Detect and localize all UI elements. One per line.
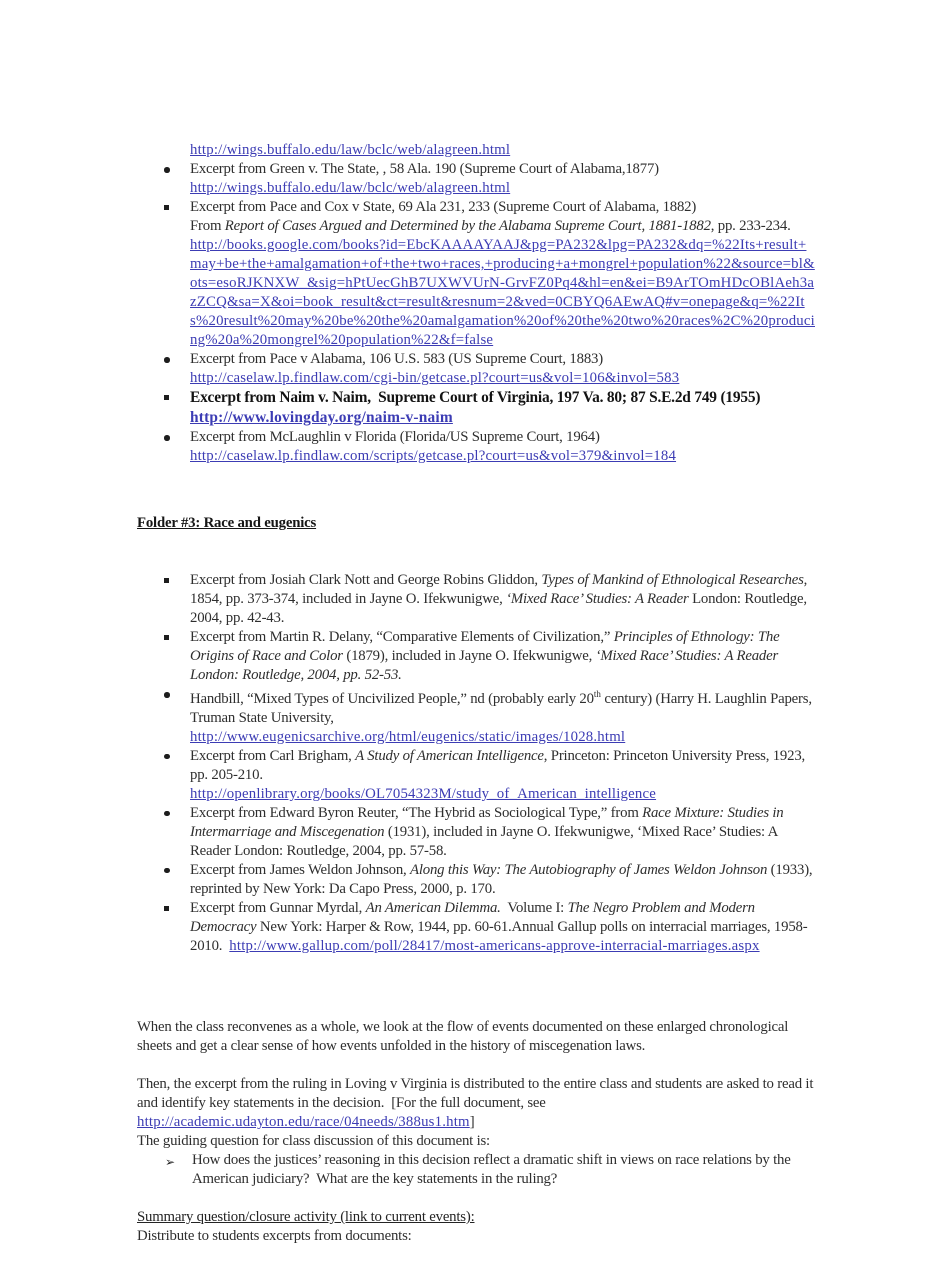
text-run: Excerpt from Edward Byron Reuter, “The Hybrid as Sociological Type,” from	[190, 804, 643, 821]
text-run: When the class reconvenes as a whole, we look at the flow of events documented on these enlarged chronological sheets and get a clear sense of how events unfolded in the history of miscegenation laws.	[137, 1018, 792, 1054]
text-run: Distribute to students excerpts from documents:	[137, 1227, 412, 1244]
list-item	[137, 571, 817, 628]
text-run: century) (Harry H. Laughlin Papers, Truman State University,	[190, 690, 816, 726]
list-item-text	[190, 685, 817, 747]
bullet-disc-icon	[164, 160, 190, 198]
list-item-text	[190, 571, 817, 628]
list-item	[137, 747, 817, 804]
text-run: Excerpt from Green v. The State, , 58 Ala. 190 (Supreme Court of Alabama,1877)	[190, 161, 659, 177]
text-run: Handbill, “Mixed Types of Uncivilized People,” nd (probably early 20	[190, 690, 594, 707]
paragraph	[137, 1208, 817, 1227]
text-run: ‘Mixed Race’ Studies: A Reader	[506, 591, 689, 607]
text-run: From	[190, 218, 225, 234]
list-item-text	[190, 899, 817, 956]
list-item-text	[190, 160, 817, 198]
text-run: (1931), included in Jayne O. Ifekwunigwe, ‘Mixed Race’ Studies: A Reader London: Routledge, 2004, pp. 57-58.	[190, 823, 781, 859]
bullet-square-icon	[164, 571, 190, 628]
list-item	[137, 198, 817, 350]
hyperlink[interactable]: http://openlibrary.org/books/OL7054323M/study_of_American_intelligence	[190, 785, 657, 802]
text-run: Excerpt from Carl Brigham,	[190, 747, 356, 764]
list-item	[137, 350, 817, 388]
text-run: Then, the excerpt from the ruling in Loving v Virginia is distributed to the entire class and students are asked to read it and identify key statements in the decision. [For the full document, see	[137, 1075, 817, 1111]
text-run: Along this Way: The Autobiography of James Weldon Johnson	[410, 861, 768, 878]
paragraph	[137, 1075, 817, 1132]
text-run: New York: Harper & Row, 1944, pp. 60-61.Annual Gallup polls on interracial marriages, 1958-2010.	[190, 918, 808, 954]
text-run: Excerpt from McLaughlin v Florida (Florida/US Supreme Court, 1964)	[190, 429, 600, 445]
list-item	[137, 861, 817, 899]
list-item-text	[190, 428, 817, 466]
text-run: Principles of Ethnology: The Origins of Race and Color	[190, 629, 783, 664]
text-run: Volume I:	[500, 899, 568, 916]
text-run: The guiding question for class discussion of this document is:	[137, 1132, 490, 1149]
bullet-disc-icon	[164, 685, 190, 747]
hyperlink[interactable]: http://academic.udayton.edu/race/04needs/388us1.htm	[137, 1113, 470, 1130]
text-run: Excerpt from Pace and Cox v State, 69 Ala 231, 233 (Supreme Court of Alabama, 1882)	[190, 199, 697, 215]
bullet-disc-icon	[164, 350, 190, 388]
list-item	[137, 428, 817, 466]
list-item-text	[190, 388, 817, 428]
text-run: Summary question/closure activity (link to current events):	[137, 1208, 475, 1225]
list-item	[137, 899, 817, 956]
bullet-square-icon	[164, 899, 190, 956]
text-run: Excerpt from Martin R. Delany, “Comparative Elements of Civilization,”	[190, 629, 614, 645]
bullet-square-icon	[164, 388, 190, 428]
text-run: , Princeton: Princeton University Press, 1923, pp. 205-210.	[190, 747, 809, 783]
text-run: Types of Mankind of Ethnological Researches	[541, 572, 804, 588]
hyperlink[interactable]: http://wings.buffalo.edu/law/bclc/web/alagreen.html	[190, 142, 511, 158]
paragraph	[137, 1227, 817, 1246]
document-content	[137, 103, 817, 1284]
bullet-disc-icon	[164, 804, 190, 861]
text-run: , pp. 233-234.	[710, 218, 791, 234]
text-run: Excerpt from Gunnar Myrdal,	[190, 899, 366, 916]
list-item-text	[190, 198, 817, 350]
text-run: th	[593, 689, 601, 699]
list-item	[137, 685, 817, 747]
text-run: Excerpt from Josiah Clark Nott and George Robins Gliddon,	[190, 572, 542, 588]
list-item	[137, 804, 817, 861]
text-run: London: Routledge, 2004, pp. 42-43.	[190, 591, 811, 626]
paragraph	[137, 1018, 817, 1056]
list-item	[137, 160, 817, 198]
text-run: The Negro Problem and Modern Democracy	[190, 899, 759, 935]
court-cases-list	[137, 141, 817, 466]
hyperlink[interactable]: http://caselaw.lp.findlaw.com/scripts/getcase.pl?court=us&vol=379&invol=184	[190, 448, 677, 464]
hyperlink[interactable]: http://www.gallup.com/poll/28417/most-americans-approve-interracial-marriages.aspx	[229, 937, 760, 954]
text-run: (1879), included in Jayne O. Ifekwunigwe,	[342, 648, 596, 664]
bullet-square-icon	[164, 198, 190, 350]
discussion-question-item	[137, 1151, 817, 1189]
paragraph	[137, 1132, 817, 1151]
bullet-disc-icon	[164, 861, 190, 899]
arrow-bullet-icon: ➢	[165, 1154, 175, 1169]
hyperlink[interactable]: http://books.google.com/books?id=EbcKAAAAYAAJ&pg=PA232&lpg=PA232&dq=%22Its+result+may+be+the+amalgamation+of+the+two+races,+producing+a+mongrel+population%22&source=bl&ots=esoRJKNXW_&sig=hPtUecGhB7UXWVUrN-GrvFZ0Pq4&hl=en&ei=B9ArTOmHDcOBlAeh3azZCQ&sa=X&oi=book_result&ct=result&resnum=2&ved=0CBYQ6AEwAQ#v=onepage&q=%22Its%20result%20may%20be%20the%20amalgamation%20of%20the%20two%20races%2C%20producing%20a%20mongrel%20population%22&f=false	[190, 237, 815, 348]
text-run: How does the justices’ reasoning in this decision reflect a dramatic shift in views on race relations by the American judiciary? What are the key statements in the ruling?	[192, 1151, 794, 1187]
hyperlink[interactable]: http://www.eugenicsarchive.org/html/eugenics/static/images/1028.html	[190, 728, 626, 745]
text-run: An American Dilemma.	[365, 899, 501, 916]
text-run: Race Mixture: Studies in Intermarriage and Miscegenation	[190, 804, 787, 840]
folder-3-heading: Folder #3: Race and eugenics	[137, 515, 317, 531]
list-item-text	[190, 747, 817, 804]
bullet-disc-icon	[164, 428, 190, 466]
text-run: ‘Mixed Race’ Studies: A Reader London: Routledge, 2004, pp. 52-53.	[190, 648, 782, 683]
text-run: Report of Cases Argued and Determined by the Alabama Supreme Court, 1881-1882	[224, 218, 711, 234]
list-item-text	[190, 350, 817, 388]
race-eugenics-list	[137, 571, 817, 956]
list-item	[137, 628, 817, 685]
text-run: (1933), reprinted by New York: Da Capo Press, 2000, p. 170.	[190, 861, 816, 897]
list-item-text	[190, 141, 817, 160]
hyperlink[interactable]: http://caselaw.lp.findlaw.com/cgi-bin/getcase.pl?court=us&vol=106&invol=583	[190, 370, 680, 386]
text-run: ]	[469, 1113, 475, 1130]
bullet-none	[164, 141, 190, 160]
text-run: A Study of American Intelligence	[355, 747, 544, 764]
bullet-square-icon	[164, 628, 190, 685]
body-paragraphs	[137, 1018, 817, 1246]
text-run: , 1854, pp. 373-374, included in Jayne O. Ifekwunigwe,	[190, 572, 811, 607]
text-run: Excerpt from Pace v Alabama, 106 U.S. 583 (US Supreme Court, 1883)	[190, 351, 603, 367]
list-item-text	[190, 628, 817, 685]
text-run: Excerpt from James Weldon Johnson,	[190, 861, 411, 878]
question-text	[192, 1151, 817, 1189]
list-item-text	[190, 861, 817, 899]
text-run: Excerpt from Naim v. Naim, Supreme Court of Virginia, 197 Va. 80; 87 S.E.2d 749 (1955)	[190, 389, 761, 406]
list-item	[137, 388, 817, 428]
bullet-disc-icon	[164, 747, 190, 804]
blank-line	[137, 1189, 817, 1208]
list-item-text	[190, 804, 817, 861]
hyperlink[interactable]: http://www.lovingday.org/naim-v-naim	[190, 409, 453, 426]
hyperlink[interactable]: http://wings.buffalo.edu/law/bclc/web/alagreen.html	[190, 180, 511, 196]
list-item	[137, 141, 817, 160]
blank-line	[137, 1056, 817, 1075]
